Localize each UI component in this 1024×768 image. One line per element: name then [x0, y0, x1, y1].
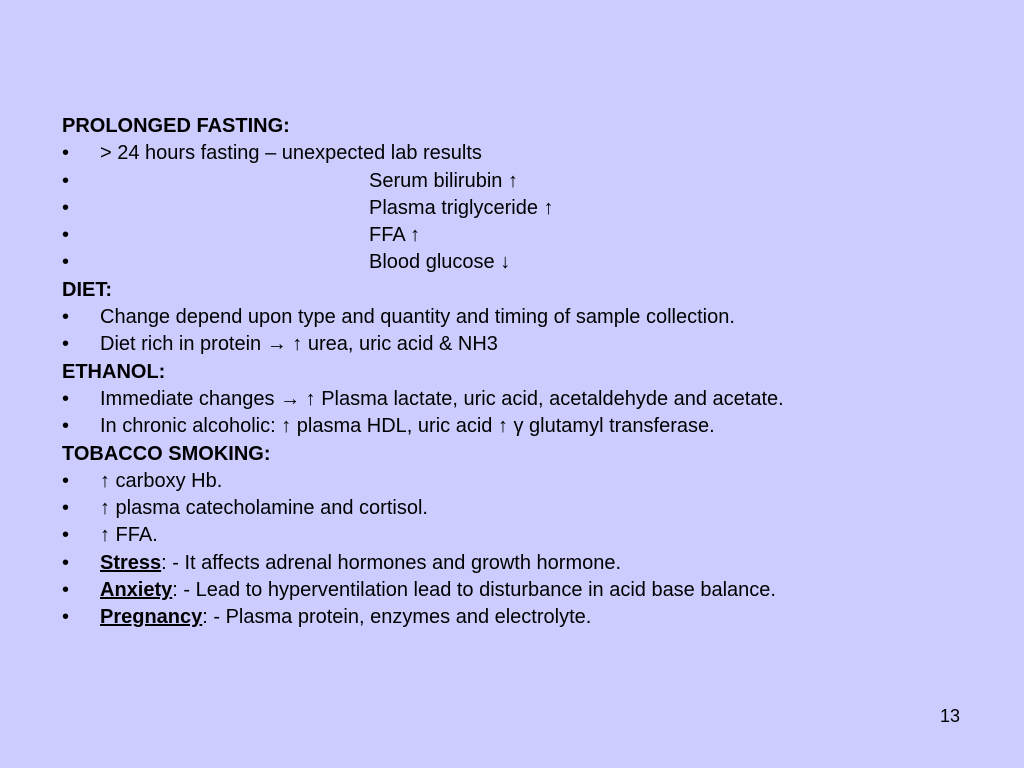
bullet-item [62, 331, 992, 358]
bullet-text: > 24 hours fasting – unexpected lab results [100, 142, 482, 165]
bullet-text: FFA ↑ [369, 224, 421, 247]
bullet-text: ↑ carboxy Hb. [100, 469, 223, 492]
bullet-text [100, 550, 621, 577]
term-stress: Stress [100, 551, 162, 574]
bullet-item [62, 386, 992, 413]
bullet-dot: • [62, 551, 70, 574]
bullet-dot: • [62, 387, 70, 410]
section-heading-prolonged-fasting: PROLONGED FASTING: [62, 115, 290, 137]
bullet-text: ↑ plasma catecholamine and cortisol. [100, 497, 428, 520]
bullet-dot: • [62, 251, 70, 274]
bullet-item [62, 468, 992, 495]
slide-content [62, 113, 992, 632]
bullet-text [100, 577, 776, 604]
bullet-text: Serum bilirubin ↑ [369, 169, 518, 192]
bullet-dot: • [62, 306, 70, 329]
section-heading-ethanol: ETHANOL: [62, 360, 166, 383]
bullet-text: Change depend upon type and quantity and timing of sample collection. [100, 306, 735, 329]
bullet-dot: • [62, 469, 70, 492]
bullet-text: Plasma triglyceride ↑ [369, 196, 554, 219]
term-description: : - It affects adrenal hormones and growth hormone. [161, 551, 622, 574]
bullet-text: Immediate changes → ↑ Plasma lactate, uric acid, acetaldehyde and acetate. [100, 387, 784, 410]
bullet-dot: • [62, 169, 70, 192]
bullet-text: ↑ FFA. [100, 524, 158, 547]
bullet-item [62, 168, 992, 195]
term-description: : - Lead to hyperventilation lead to disturbance in acid base balance. [172, 579, 776, 602]
bullet-item [62, 550, 992, 577]
bullet-text [100, 604, 591, 631]
bullet-dot: • [62, 579, 70, 602]
section-heading-tobacco-smoking: TOBACCO SMOKING: [62, 442, 271, 465]
term-description: : - Plasma protein, enzymes and electrolyte. [202, 606, 592, 629]
term-anxiety: Anxiety [100, 579, 173, 602]
bullet-text: Diet rich in protein → ↑ urea, uric acid & NH3 [100, 333, 498, 356]
bullet-dot: • [62, 196, 70, 219]
bullet-dot: • [62, 333, 70, 356]
page-number: 13 [940, 706, 961, 726]
bullet-item [62, 522, 992, 549]
bullet-item [62, 304, 992, 331]
bullet-item [62, 577, 992, 604]
bullet-item [62, 604, 992, 631]
bullet-text: Blood glucose ↓ [369, 251, 511, 274]
bullet-item [62, 222, 992, 249]
bullet-dot: • [62, 524, 70, 547]
bullet-dot: • [62, 142, 70, 165]
bullet-dot: • [62, 497, 70, 520]
bullet-dot: • [62, 606, 70, 629]
bullet-dot: • [62, 415, 70, 438]
term-pregnancy: Pregnancy [100, 606, 203, 629]
bullet-item [62, 249, 992, 276]
section-heading-diet: DIET: [62, 278, 112, 301]
bullet-text: In chronic alcoholic: ↑ plasma HDL, uric acid ↑ γ glutamyl transferase. [100, 415, 715, 438]
bullet-dot: • [62, 224, 70, 247]
bullet-item [62, 413, 992, 440]
bullet-item [62, 140, 992, 167]
bullet-item [62, 495, 992, 522]
bullet-item [62, 195, 992, 222]
